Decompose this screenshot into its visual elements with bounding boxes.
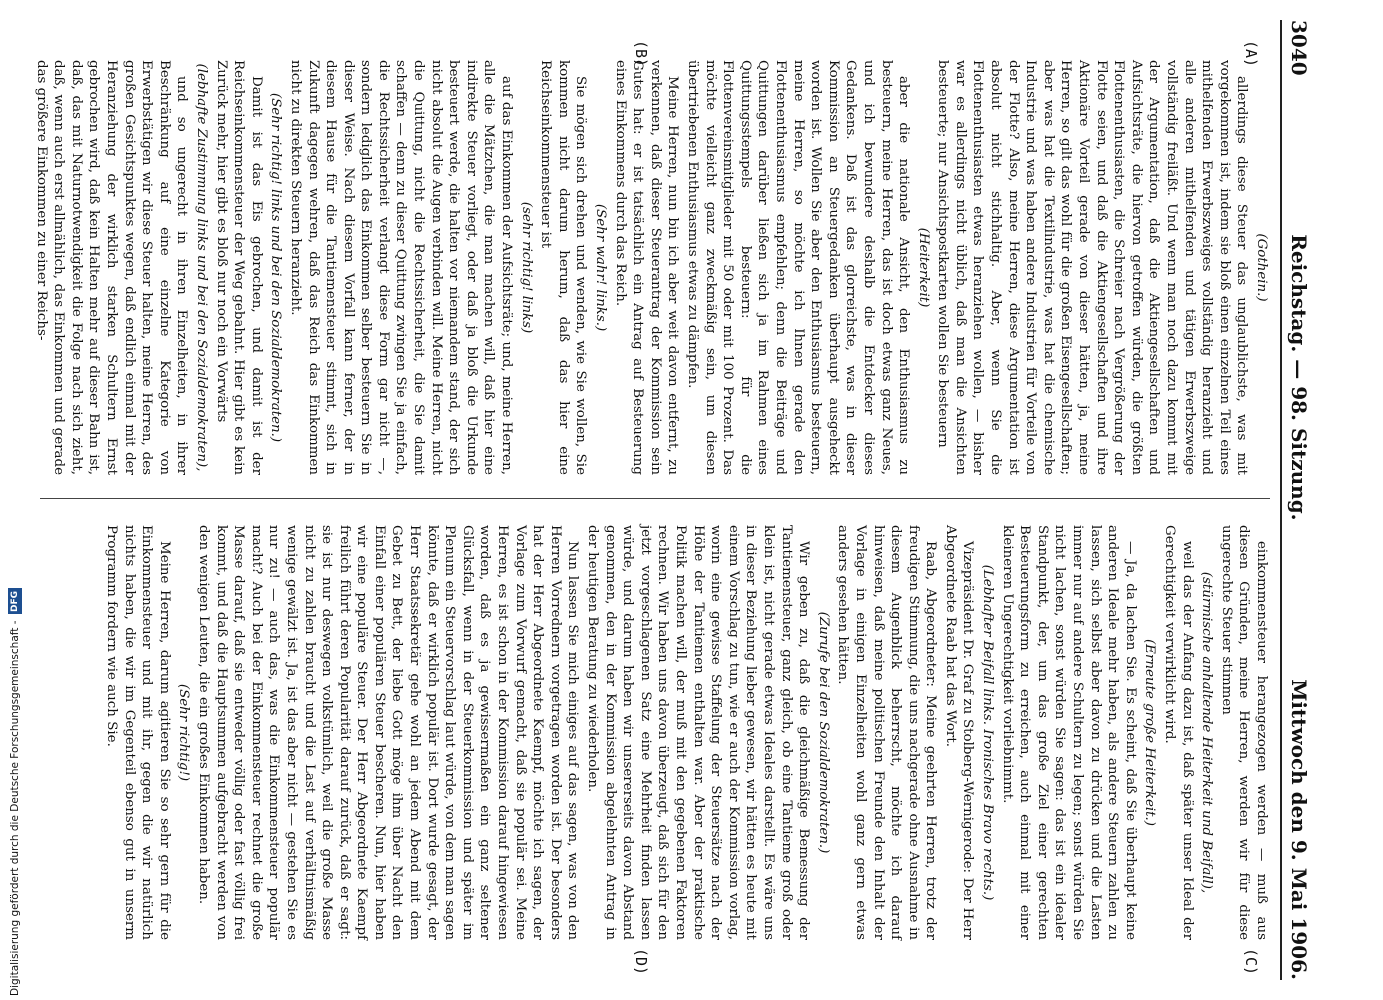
paragraph-text: auf das Einkommen der Aufsichtsräte; und, meine Herren, alle die Mätzchen, die man machen will, daß hier eine indirekte Steuer vorliegt, oder daß ja bloß die Urkunde besteuert werde, die halten vor niemandem stand, der sich nicht absolut die Augen verbinden will. Meine Herren, nicht die Quittung, nicht die Rechtssicherheit, die Sie damit schaffen — denn zu dieser Quittung zwingen Sie ja einfach, die Rechtssicherheit verlangt diese Form gar nicht —, sondern lediglich das Einkommen selber besteuern Sie in dieser Weise. Nach diesem Vorfall kann ferner, der in diesem Hause für die Tantiemensteuer stimmt, sich in Zukunft dagegen wehren, daß das Reich das Einkommen nicht zu direkten Steuern heranzieht. [287,60,515,475]
page-date: Mittwoch den 9. Mai 1906. [1287,679,1311,980]
paragraph-text: allerdings diese Steuer das unglaublichste, was mit vorgekommen ist, indem sie bloß einen einzelnen Teil eines mithelfenden Erwerbszweiges vollständig heranzieht und alle anderen mithelfenden und tätigen Erwerbszweige vollständig freiläßt. Und wenn man noch dazu kommt mit der Argumentation, daß die Aktiengesellschaften und Aufsichtsräte, die hiervon getroffen würden, die größten Flottenenthusiasten, die Schreier nach Vergrößerung der Flotte seien, und daß die Aktiengesellschaften und ihre Aktionäre Vorteil gerade von dieser hätten, ja, meine Herren, so gilt das wohl für die großen Eisengesellschaften; aber was hat die Textilindustrie, was hat die chemische Industrie und was haben andere Industrien für Vorteile von der Flotte? Also, meine Herren, diese Argumentation ist absolut nicht stichhaltig. Aber, wenn Sie die Flottenenthusiasten etwas heranziehen wollen, — bisher war es allerdings nicht üblich, daß man die Ansichten besteuerte; nur Ansichtspostkarten wollen Sie besteuern [935,60,1250,475]
margin-marker-d: (D) [632,948,650,976]
margin-marker-b: (B) [632,40,650,68]
page-number: 3040 [1287,20,1311,76]
page-header [1280,20,1316,980]
interjection-text: (stürmische anhaltende Heiterkeit und Beifall), [1199,571,1215,894]
paragraph-text: Wir geben zu, daß die gleichmäßige Bemessung der Tantiemensteuer, ganz gleich, ob eine Tantieme groß oder klein ist, nicht gerade etwas Ideales darstellt. Es wäre uns in dieser Beziehung lieber gewesen, wir hätten es heute mit einem Vorschlag zu tun, wie er auch der Kommission vorlag, worin eine gewisse Staffelung der Steuersätze nach der Höhe der Tantiemen enthalten war. Aber der praktische Politik machen will, der muß mit den gegebenen Faktoren rechnen. Wir haben uns davon überzeugt, daß sich für den jetzt vorgeschlagenen Satz eine Mehrheit finden lassen würde, und darum haben wir unsererseits davon Abstand genommen, den in der Kommission abgelehnten Antrag in der heutigen Beratung zu wiederholen. [585,525,812,940]
paragraph-text: einkommensteuer herangezogen werden — muß aus diesen Gründen, meine Herren, werden wir für diese ungerechte Steuer stimmen [1218,525,1269,940]
interjection-text: (Lebhafter Beifall links. Ironisches Bravo rechts.) [980,564,996,901]
column-divider [40,498,1270,499]
interjection-text: (Gothein.) [1254,233,1269,302]
interjection-text: (Sehr richtig!) [176,683,192,782]
digitization-credit [4,0,26,996]
credit-text: Digitalisierung gefördert durch die Deutsche Forschungsgemeinschaft - [9,620,21,996]
paragraph-text: Damit ist das Eis gebrochen, und damit ist der Reichseinkommensteuer der Weg gebahnt. Hier gibt es kein Zurück mehr, hier gibt es bloß nur noch ein Vorwärts [213,60,264,475]
interjection-text: (Sehr richtig! links und bei den Sozialdemokraten.) [268,92,284,443]
interjection-text: (Sehr wahr! links.) [593,203,609,332]
page-title: Reichstag. — 98. Sitzung. [1287,234,1311,521]
paragraph-text: Meine Herren, darum agitieren Sie so sehr gern für die Einkommensteuer und mit ihr, gegen die wir natürlich nichts haben, die wir im Gegenteil ebenso gut in unserm Programm fordern wie auch Sie. [104,525,172,940]
interjection-text: (Heiterkeit) [915,227,931,308]
interjection-text: (Zurufe bei den Sozialdemokraten.) [815,611,831,854]
margin-marker-c: (C) [1242,948,1260,976]
interjection-text: (Erneute große Heiterkeit.) [1142,638,1158,827]
paragraph-text: Sie mögen sich drehen und wenden, wie Sie wollen, Sie kommen nicht darum herum, daß das hier eine Reichseinkommensteuer ist [538,60,589,475]
right-text-column [40,525,1270,940]
dfg-logo: DFG [8,588,22,614]
margin-marker-a: (A) [1242,40,1260,68]
paragraph-text: und so ungerecht in ihren Einzelheiten, in ihrer Beschränkung auf eine einzelne Kategorie von Erwerbstätigen wir diese Steuer halten, meine Herren, des großen Gesichtspunktes wegen, daß endlich einmal mit der Heranziehung der wirklich starken Schultern Ernst gebrochen wird, daß kein Halten mehr auf dieser Bahn ist, daß, das mit Naturnotwendigkeit die Folge nach sich zieht, daß, wenn auch erst allmählich, das Einkommen und gerade das größere Einkommen zu einer Reichs- [33,60,190,475]
interjection-text: (sehr richtig! links) [518,201,534,334]
paragraph-text: Nun lassen Sie mich einiges auf das sagen, was von den Herren Vorrednern vorgetragen worden ist. Der besonders hat der Herr Abgeordnete Kaempf, möchte ich sagen, der Vorlage zum Vorwurf gemacht, daß sie populär sei. Meine Herren, es ist schon in der Kommission darauf hingewiesen worden, daß es ja gewissermaßen ein ganz seltener Glücksfall, wenn in der Steuerkommission und später im Plenum ein Steuervorschlag laut würde, von dem man sagen könnte, daß er wirklich populär ist. Dort wurde gesagt, der Herr Staatssekretär gehe wohl an jedem Abend mit dem Gebet zu Bett, der liebe Gott möge ihm über Nacht den Einfall einer populären Steuer bescheren. Nun, hier haben wir eine populäre Steuer. Der Herr Abgeordnete Kaempf freilich führt deren Popularität darauf zurück, daß er sagt: sie ist nur deswegen volkstümlich, weil die große Masse nicht zu zahlen braucht und die Last auf verhältnismäßig wenige gewälzt ist. Ja, ist das aber nicht — gestehen Sie es nur zu! — auch das, was die Einkommensteuer populär macht? Auch bei der Einkommensteuer rechnet die große Masse darauf, daß sie entweder völlig oder fast völlig frei kommt, und daß die Hauptsummen aufgebracht werden von den wenigen Leuten, die ein großes Einkommen haben. [195,525,581,940]
paragraph-text: Vizepräsident Dr. Graf zu Stolberg-Wernigerode: Der Herr Abgeordnete Raab hat das Wort. [942,525,976,940]
left-text-column [33,60,1270,475]
paragraph-text: aber die nationale Ansicht, den Enthusiasmus zu besteuern, meine Herren, das ist doch etwas ganz Neues, und ich bewundere deshalb die Entdecker dieses Gedankens. Daß ist das glorreichste, was in dieser Kommission an Steuergedanken überhaupt ausgeheckt worden ist. Wollen Sie aber den Enthusiasmus besteuern, meine Herren, so möchte ich Ihnen gerade den Flottenenthusiasmus empfehlen; denn die Beiträge und Quittungen darüber ließen sich ja im Rahmen eines Quittungsstempels besteuern: für die Flottenvereinsmitglieder mit 50 oder mit 100 Prozent. Das möchte vielleicht ganz zweckmäßig sein, um diesen übertriebenen Enthusiasmus etwas zu dämpfen. [685,60,912,475]
paragraph-text: weil das der Anfang dazu ist, daß später unser Ideal der Gerechtigkeit verwirklicht wird. [1162,525,1195,940]
paragraph-text: Raab, Abgeordneter: Meine geehrten Herren, trotz der freudigen Stimmung, die uns nachgerade ohne Ausnahme in diesem Augenblick beherrscht, möchte ich darauf hinweisen, daß meine politischen Freunde den Inhalt der Vorlage in einigen Einzelheiten wohl ganz gern etwas anders gesehen hätten. [835,525,939,940]
interjection-text: (lebhafte Zustimmung links und bei den Sozialdemokraten), [193,63,209,472]
paragraph-text: — Ja, da lachen Sie. Es scheint, daß Sie überhaupt keine anderen Ideale mehr haben, als andere Steuern zahlen zu lassen, sich selbst aber davon zu drücken und die Lasten immer nur auf andere Schultern zu legen; sonst würden Sie nicht lachen, sonst würden Sie sagen: das ist ein idealer Standpunkt, der, um das große Ziel einer gerechten Besteuerungsform zu erreichen, auch einmal mit einer kleineren Ungerechtigkeit vorliebnimmt. [999,525,1138,940]
paragraph-text: Meine Herren, nun bin ich aber weit davon entfernt, zu verkennen, daß dieser Steuerantrag der Kommission sein Gutes hat: er ist tatsächlich ein Antrag auf Besteuerung eines Einkommens durch das Reich. [612,60,681,475]
